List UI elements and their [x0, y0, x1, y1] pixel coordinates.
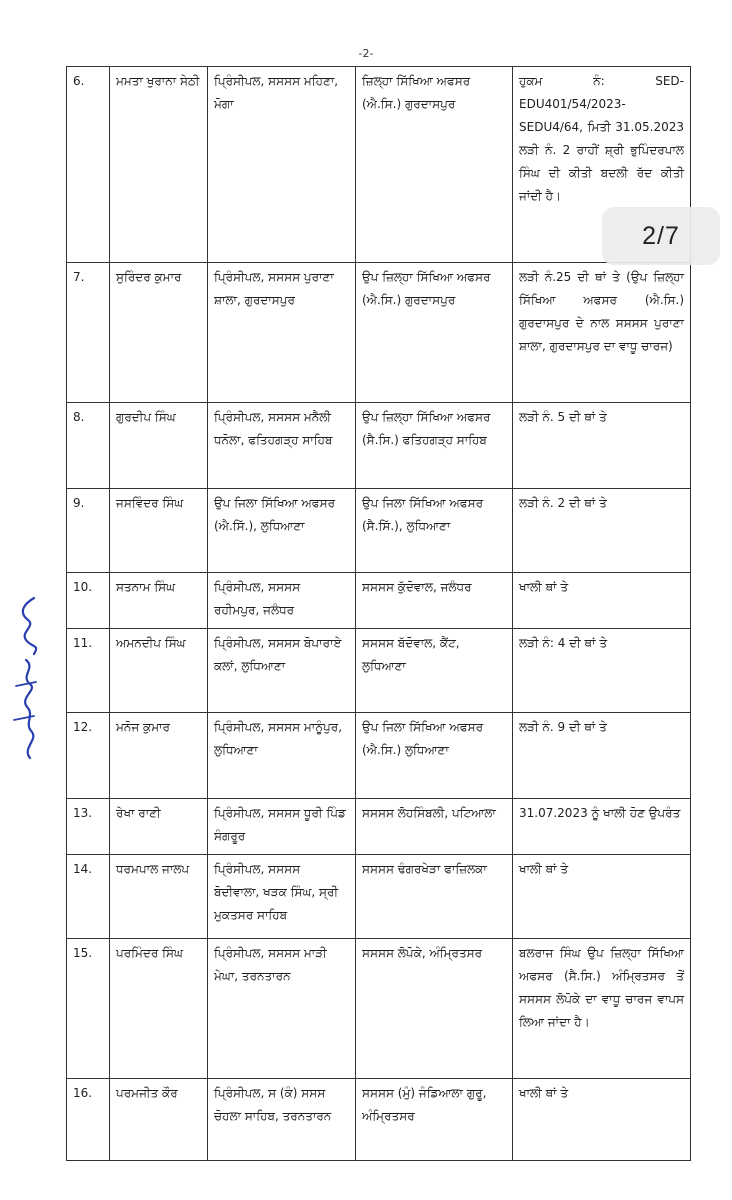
serial-number-cell: 12. — [67, 713, 110, 799]
remarks-cell: 31.07.2023 ਨੂੰ ਖਾਲੀ ਹੋਣ ਉਪਰੰਤ — [513, 799, 691, 855]
name-cell: ਜਸਵਿੰਦਰ ਸਿੰਘ — [110, 489, 208, 573]
current-posting-cell: ਪ੍ਰਿੰਸੀਪਲ, ਸਸਸਸ ਮਾਨੂੰਪੁਰ, ਲੁਧਿਆਣਾ — [208, 713, 356, 799]
table-row — [67, 713, 691, 799]
remarks-cell: ਲੜੀ ਨੰ. 2 ਦੀ ਥਾਂ ਤੇ — [513, 489, 691, 573]
new-posting-cell: ਉਪ ਜਿਲਾ ਸਿੱਖਿਆ ਅਫਸਰ (ਐ.ਸਿ.) ਲੁਧਿਆਣਾ — [356, 713, 513, 799]
current-posting-cell: ਪ੍ਰਿੰਸੀਪਲ, ਸਸਸਸ ਪੁਰਾਣਾ ਸ਼ਾਲਾ, ਗੁਰਦਾਸਪੁਰ — [208, 263, 356, 403]
name-cell: ਗੁਰਦੀਪ ਸਿੰਘ — [110, 403, 208, 489]
remarks-cell: ਲੜੀ ਨੰ.25 ਦੀ ਥਾਂ ਤੇ (ਉਪ ਜ਼ਿਲ੍ਹਾ ਸਿੱਖਿਆ ਅਫਸਰ (ਐ.ਸਿ.) ਗੁਰਦਾਸਪੁਰ ਦੇ ਨਾਲ ਸਸਸਸ ਪੁਰਾਣਾ ਸ਼ਾਲਾ, ਗੁਰਦਾਸਪੁਰ ਦਾ ਵਾਧੂ ਚਾਰਜ) — [513, 263, 691, 403]
name-cell: ਸਤਨਾਮ ਸਿੰਘ — [110, 573, 208, 629]
table-row — [67, 855, 691, 939]
remarks-cell: ਲੜੀ ਨੰ: 4 ਦੀ ਥਾਂ ਤੇ — [513, 629, 691, 713]
current-posting-cell: ਉਪ ਜਿਲਾ ਸਿੱਖਿਆ ਅਫਸਰ (ਐ.ਸਿੱ.), ਲੁਧਿਆਣਾ — [208, 489, 356, 573]
table-row — [67, 403, 691, 489]
name-cell: ਸੁਰਿੰਦਰ ਕੁਮਾਰ — [110, 263, 208, 403]
serial-number-cell: 8. — [67, 403, 110, 489]
new-posting-cell: ਜ਼ਿਲ੍ਹਾ ਸਿੱਖਿਆ ਅਫਸਰ (ਐ.ਸਿ.) ਗੁਰਦਾਸਪੁਰ — [356, 67, 513, 263]
serial-number-cell: 7. — [67, 263, 110, 403]
serial-number-cell: 15. — [67, 939, 110, 1079]
remarks-cell: ਖਾਲੀ ਥਾਂ ਤੇ — [513, 1079, 691, 1161]
name-cell: ਮਮਤਾ ਖੁਰਾਨਾ ਸੇਠੀ — [110, 67, 208, 263]
serial-number-cell: 13. — [67, 799, 110, 855]
remarks-cell: ਲੜੀ ਨੰ. 9 ਦੀ ਥਾਂ ਤੇ — [513, 713, 691, 799]
table-row — [67, 1079, 691, 1161]
serial-number-cell: 6. — [67, 67, 110, 263]
page-number: -2- — [358, 47, 374, 60]
new-posting-cell: ਉਪ ਜ਼ਿਲ੍ਹਾ ਸਿੱਖਿਆ ਅਫਸਰ (ਸੈ.ਸਿ.) ਫਤਿਹਗੜ੍ਹ ਸਾਹਿਬ — [356, 403, 513, 489]
table-row — [67, 67, 691, 263]
serial-number-cell: 11. — [67, 629, 110, 713]
remarks-cell: ਖਾਲੀ ਥਾਂ ਤੇ — [513, 855, 691, 939]
table-row — [67, 573, 691, 629]
table-row — [67, 629, 691, 713]
new-posting-cell: ਸਸਸਸ ਬੱਦੋਵਾਲ, ਕੈਂਟ, ਲੁਧਿਆਣਾ — [356, 629, 513, 713]
name-cell: ਅਮਨਦੀਪ ਸਿੰਘ — [110, 629, 208, 713]
signature — [6, 590, 46, 770]
current-posting-cell: ਪ੍ਰਿੰਸੀਪਲ, ਸਸਸਸ ਬੋਦੀਵਾਲਾ, ਖੜਕ ਸਿੰਘ, ਸ੍ਰੀ ਮੁਕਤਸਰ ਸਾਹਿਬ — [208, 855, 356, 939]
remarks-cell: ਲੜੀ ਨੰ. 5 ਦੀ ਥਾਂ ਤੇ — [513, 403, 691, 489]
remarks-cell: ਹੁਕਮ ਨੰ: SED-EDU401/54/2023-SEDU4/64, ਮਿਤੀ 31.05.2023 ਲੜੀ ਨੰ. 2 ਰਾਹੀਂ ਸ਼੍ਰੀ ਭੁਪਿੰਦਰਪਾਲ ਸਿੰਘ ਦੀ ਕੀਤੀ ਬਦਲੀ ਰੱਦ ਕੀਤੀ ਜਾਂਦੀ ਹੈ। — [513, 67, 691, 263]
current-posting-cell: ਪ੍ਰਿੰਸੀਪਲ, ਸਸਸਸ ਰਹੀਮਪੁਰ, ਜਲੰਧਰ — [208, 573, 356, 629]
name-cell: ਧਰਮਪਾਲ ਜਾਲਪ — [110, 855, 208, 939]
new-posting-cell: ਸਸਸਸ (ਮੁੰ) ਜੰਡਿਆਲਾ ਗੁਰੂ, ਅੰਮ੍ਰਿਤਸਰ — [356, 1079, 513, 1161]
new-posting-cell: ਸਸਸਸ ਕੁੱਦੋਵਾਲ, ਜਲੰਧਰ — [356, 573, 513, 629]
page-counter-badge: 2/7 — [602, 207, 720, 265]
current-posting-cell: ਪ੍ਰਿੰਸੀਪਲ, ਸ (ਕੰ) ਸਸਸ ਚੋਹਲਾ ਸਾਹਿਬ, ਤਰਨਤਾਰਨ — [208, 1079, 356, 1161]
new-posting-cell: ਸਸਸਸ ਢੰਗਰਖੇੜਾ ਫਾਜ਼ਿਲਕਾ — [356, 855, 513, 939]
new-posting-cell: ਸਸਸਸ ਲੋਹਸਿੰਬਲੀ, ਪਟਿਆਲਾ — [356, 799, 513, 855]
remarks-cell: ਖਾਲੀ ਥਾਂ ਤੇ — [513, 573, 691, 629]
remarks-cell: ਬਲਰਾਜ ਸਿੰਘ ਉਪ ਜ਼ਿਲ੍ਹਾ ਸਿੱਖਿਆ ਅਫਸਰ (ਸੈ.ਸਿ.) ਅੰਮ੍ਰਿਤਸਰ ਤੋਂ ਸਸਸਸ ਲੋਪੋਕੇ ਦਾ ਵਾਧੂ ਚਾਰਜ ਵਾਪਸ ਲਿਆ ਜਾਂਦਾ ਹੈ। — [513, 939, 691, 1079]
serial-number-cell: 16. — [67, 1079, 110, 1161]
name-cell: ਪਰਮਜੀਤ ਕੌਰ — [110, 1079, 208, 1161]
current-posting-cell: ਪ੍ਰਿੰਸੀਪਲ, ਸਸਸਸ ਮਾੜੀ ਮੇਘਾ, ਤਰਨਤਾਰਨ — [208, 939, 356, 1079]
serial-number-cell: 9. — [67, 489, 110, 573]
table-row — [67, 489, 691, 573]
current-posting-cell: ਪ੍ਰਿੰਸੀਪਲ, ਸਸਸਸ ਮਨੈਲੀ ਧਨੋਲਾ, ਫਤਿਹਗੜ੍ਹ ਸਾਹਿਬ — [208, 403, 356, 489]
new-posting-cell: ਉਪ ਜਿਲਾ ਸਿੱਖਿਆ ਅਫਸਰ (ਸੈ.ਸਿੱ.), ਲੁਧਿਆਣਾ — [356, 489, 513, 573]
serial-number-cell: 10. — [67, 573, 110, 629]
current-posting-cell: ਪ੍ਰਿੰਸੀਪਲ, ਸਸਸਸ ਬੋਪਾਰਾਏ ਕਲਾਂ, ਲੁਧਿਆਣਾ — [208, 629, 356, 713]
transfer-table — [66, 66, 691, 1161]
name-cell: ਪਰਮਿੰਦਰ ਸਿੰਘ — [110, 939, 208, 1079]
current-posting-cell: ਪ੍ਰਿੰਸੀਪਲ, ਸਸਸਸ ਮਹਿਣਾ, ਮੋਗਾ — [208, 67, 356, 263]
table-row — [67, 939, 691, 1079]
serial-number-cell: 14. — [67, 855, 110, 939]
new-posting-cell: ਸਸਸਸ ਲੋਪੋਕੇ, ਅੰਮ੍ਰਿਤਸਰ — [356, 939, 513, 1079]
table-row — [67, 799, 691, 855]
new-posting-cell: ਉਪ ਜ਼ਿਲ੍ਹਾ ਸਿੱਖਿਆ ਅਫਸਰ (ਐ.ਸਿ.) ਗੁਰਦਾਸਪੁਰ — [356, 263, 513, 403]
name-cell: ਰੇਖਾ ਰਾਣੀ — [110, 799, 208, 855]
name-cell: ਮਨੋਜ ਕੁਮਾਰ — [110, 713, 208, 799]
current-posting-cell: ਪ੍ਰਿੰਸੀਪਲ, ਸਸਸਸ ਧੂਰੀ ਪਿੰਡ ਸੰਗਰੂਰ — [208, 799, 356, 855]
table-row — [67, 263, 691, 403]
